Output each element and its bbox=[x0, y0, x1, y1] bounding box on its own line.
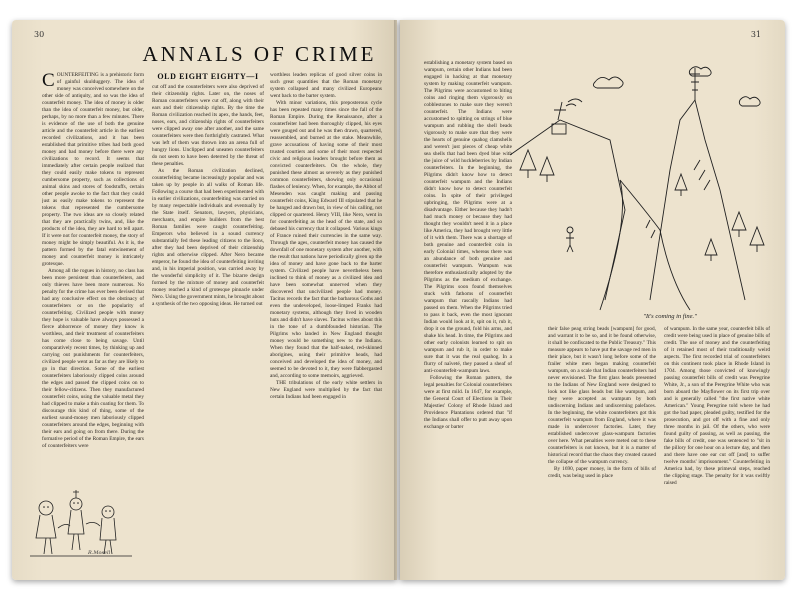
right-column-2 bbox=[548, 326, 656, 566]
paragraph: As the Roman civilization declined, counterfeiting became increasingly popular and was taken up by people in all walks of Roman life. Following a course that had been experimented with in earlier civilizations, counterfeiting was carried on by many respectable individuals and eventually by the State itself. Senators, lawyers, physicians, merchants, and empire builders from the best Roman families were caught counterfeiting. Emperors who believed in a sound currency substantially fed these leading citizens to the lions, after they had been deprived of their citizenship rights and otherwise clipped. After Nero became emperor, he found the idea of counterfeiting inviting and, in his imperial position, was carried away by the wonderful simplicity of it. The bizarre design formed by the mixture of money and counterfeit money reached a kind of grotesque pinnacle under Nero. Using the government mints, he brought about a synthesis of the two opposing ideas. He turned out bbox=[152, 168, 264, 307]
right-column-1 bbox=[424, 60, 512, 560]
paragraph: By 1690, paper money, in the form of bills of credit, was being used in place bbox=[548, 466, 656, 479]
dropcap: C bbox=[42, 72, 55, 91]
left-column-3 bbox=[270, 72, 382, 562]
left-column-1 bbox=[42, 72, 144, 477]
paragraph: of wampum. In the same year, counterfeit bills of credit were being used in place of genuine bills of credit. The use of money and the counterfeiting of it retained most of their traditionally weird aspects. The first recorded trial of counterfeiters on this continent took place in Rhode Island in 1704. Among those convicted of knowingly passing counterfeit bills of credit was Peregrine White, Jr., a son of the Peregrine White who was born aboard the Mayflower on its first trip over and is generally called "the first native white American." Young Peregrine told where he had got the bad paper, pleaded guilty, testified for the prosecution, and got off with a fine and only three months in jail. Of the others, who were found guilty of passing, as well as passing, the fake bills of credit, one was sentenced to "sit in the pillory for one hour on a lecture day, and then and there have one ear cut off [and] to suffer twelve months' imprisonment." Counterfeiting in America had, by these primeval steps, reached the clipping stage. The penalty for it was swiftly raised bbox=[664, 326, 770, 486]
left-page bbox=[12, 20, 397, 580]
magazine-spread bbox=[10, 20, 790, 588]
paragraph: With minor variations, this preposterous cycle has been repeated many times since the fall of the Roman Empire. During the Renaissance, after a counterfeiter had been thoroughly clipped, his eyes were gouged out and he was then drawn, quartered, reassembled, and burned at the stake. Meanwhile, grave accusations of having some of their most trusted courtiers and some of their most respected civic and religious leaders brought before them as convicted counterfeiters. On the whole, they punished these almost as severely as they punished common counterfeiters, showing only occasional flashes of leniency. When, for example, the Abbot of Mesenden was caught making and passing counterfeit coins, King Edward III stipulated that he be hanged and drawn but, in view of his calling, not clipped or quartered. Henry VIII, like Nero, went in for counterfeiting as the head of the state, and so debased his currency that it collapsed. Various kings of France ruined their currencies in the same way. Through the ages, counterfeit money has caused the downfall of one monetary system after another, with the result that nations have periodically given up the idea of money and have gone back to the barter system. Civilized people have nevertheless been inclined to think of money as a civilized idea and have been somewhat unnerved when they discovered that uncivilized people had money. Tacitus records the fact that the barbarous Goths and even the undeveloped, loose-limped Franks had monetary systems, although they lived in wooden huts and didn't have slaves. Tacitus writes about this in the tone of a dumbfounded historian. The Pilgrims who landed in New England thought money would be something new to the Indians. When they found that the half-naked, red-skinned aborigines, using their primitive heads, had conceived and developed the idea of money, and seemed to be devoted to it, they were flabbergasted and, according to some memoirs, aggrieved. bbox=[270, 100, 382, 379]
paragraph: THE tribulations of the early white settlers in New England were multiplied by the fact that certain Indians had been engaged in bbox=[270, 380, 382, 400]
page-number-left: 30 bbox=[34, 30, 45, 39]
mountain-cartoon bbox=[500, 60, 775, 320]
cartoon-signature: R.Mosell bbox=[88, 550, 111, 556]
right-column-3 bbox=[664, 326, 770, 566]
paragraph: worthless leaden replicas of good silver coins in such great quantities that the Roman monetary system collapsed and many civilized Europeans went back to the barter system. bbox=[270, 72, 382, 99]
paragraph: COUNTERFEITING is a prehistoric form of gainful skulduggery. The idea of money was conceived somewhere on the other side of antiquity, and so was the idea of counterfeit money. The idea of money is older than the idea of counterfeit money, but older, perhaps, by no more than a few minutes. There is evidence of the use of both the genuine article and the counterfeit article in the earliest recorded civilizations, and it has been established that primitive tribes had both good money and bad money before there were any civilizations to record. It seems that immediately after certain people realized that they could easily make tokens to represent cumbersome property, such as collections of animal skins and stores of foodstuffs, certain other people awoke to the fact that they could just as easily make tokens to represent the tokens that represented the cumbersome property. The two ideas are so closely related that they are practically twins, and, like the products of the idea, they are hard to tell apart. If it were not for counterfeit money, the story of money might be simply beautiful. As it is, the pattern formed by the fatal entwinement of money and counterfeit money is intricately grotesque. bbox=[42, 72, 144, 267]
paragraph: cut off and the counterfeiters were also deprived of their citizenship rights. Later on, the noses of Roman counterfeiters were cut off, along with their ears and their citizenship rights. By the time the Roman civilization reached its apex, the hands, feet, noses, ears, and citizenship rights of counterfeiters were clipped away one after another, and the same counterfeiters were then forthrightly castrated. What was left of them was thrown into an arena full of hungry lions. Unclipped and uneaten counterfeiters do not seem to have been deterred by the threat of these penalties. bbox=[152, 84, 264, 167]
page-number-right: 31 bbox=[750, 30, 761, 39]
paragraph: establishing a monetary system based on wampum, certain other Indians had been engaged in hacking at that monetary system by making counterfeit wampum. The Pilgrims were accustomed to biting coins and ringing them vigorously on cobblestones to make sure they weren't counterfeit. The Indians were accustomed to spitting on strings of blue wampum and rubbing the shell beads vigorously to make sure that they were the hearts of genuine quahog clamshells and weren't just pieces of cheap white sea shells that had been dyed blue with the juice of wild huckleberries by Indian counterfeiters. In the beginning, the Pilgrims didn't know how to detect counterfeit wampum and the Indians didn't know how to detect counterfeit coins. In spite of their privileged upbringing, the Pilgrims were at a disadvantage. Either because they hadn't had much money or because they had thought they wouldn't need it in a place like America, they had brought very little of it with them. There was a shortage of both genuine and counterfeit coin in early Colonial times, whereas there was an abundance of both genuine and counterfeit wampum. Wampum was therefore enthusiastically adopted by the Pilgrims as the medium of exchange. The Pilgrims soon found themselves stuck with fathoms of counterfeit wampum that rascally Indians had passed on them. When the Pilgrims tried to pass it back, even the most ignorant Indian would look at it, spit on it, rub it, drop it on the ground, fold his arms, and shake his head. In time, the Pilgrims and other early colonists learned to spit on wampum and rub it, in order to make sure that it was the real quahog. In a flurry of naïveté, they passed a sheaf of anti-counterfeit-wampum laws. bbox=[424, 60, 512, 374]
right-page bbox=[400, 20, 785, 580]
left-column-2 bbox=[152, 72, 264, 442]
paragraph: Following the Roman pattern, the legal penalties for Colonial counterfeiters were at first mild. In 1647, for example, the General Court of Elections in Their Majesties' Colony of Rhode Island and Providence Plantations ordered that "if the Indians shall offer to putt away upon exchange or barter bbox=[424, 375, 512, 430]
cartoon-caption: "It's coming in fine." bbox=[643, 313, 697, 320]
article-title: ANNALS OF CRIME bbox=[142, 42, 377, 66]
paragraph: Among all the rogues in history, no class has been more persistent than counterfeiters, and only thieves have been more numerous. No penalty for the crime has ever been devised that had any conclusive effect on the obstinacy of counterfeiters or on the popularity of counterfeiting. Civilized people with money they hope is valuable have always possessed a fierce abhorrence of money they know is worthless, and their treatment of counterfeiters has come close to being savage. Until comparatively recent times, by thinking up and carrying out punishments for counterfeiters, civilized people went as far as they are likely to go in that direction. Some of the earliest counterfeiters laboriously clipped coins around the edges and passed the clipped coins on to their fellow-citizens. Then they manufactured counterfeit coins, using the valuable metal they had clipped to make a thin coating for them. To discourage this kind of thing, some of the earliest sound-money men laboriously clipped counterfeiters around the edges, beginning with their ears and going on from there. During the formative period of the Roman Empire, the ears of counterfeiters were bbox=[42, 268, 144, 449]
paragraph: their false peag string beads [wampum] for good, and warrant it to be so, and it be found otherwise, it shall be confiscated to the Public Treasury." This measure appears to have put the savage red men in their place, but it wasn't long before some of the frailer white men began making counterfeit wampum, on a scale that Indian counterfeiters had never envisioned. The first glass beads presented to the Indians of New England were designed to look not like glass beads but like wampum, and they were accepted as wampum by both undiscerning Indians and undiscerning palefaces. In the beginning, the white counterfeiters got this counterfeit wampum from England, where it was made in undercover factories. Later, they established undercover glass-wampum factories over here. What penalties were meted out to these counterfeiters is not known, but it is a matter of historical record that the chaos they created caused the collapse of the wampum currency. bbox=[548, 326, 656, 465]
article-subtitle: OLD EIGHT EIGHTY—I bbox=[157, 72, 259, 81]
